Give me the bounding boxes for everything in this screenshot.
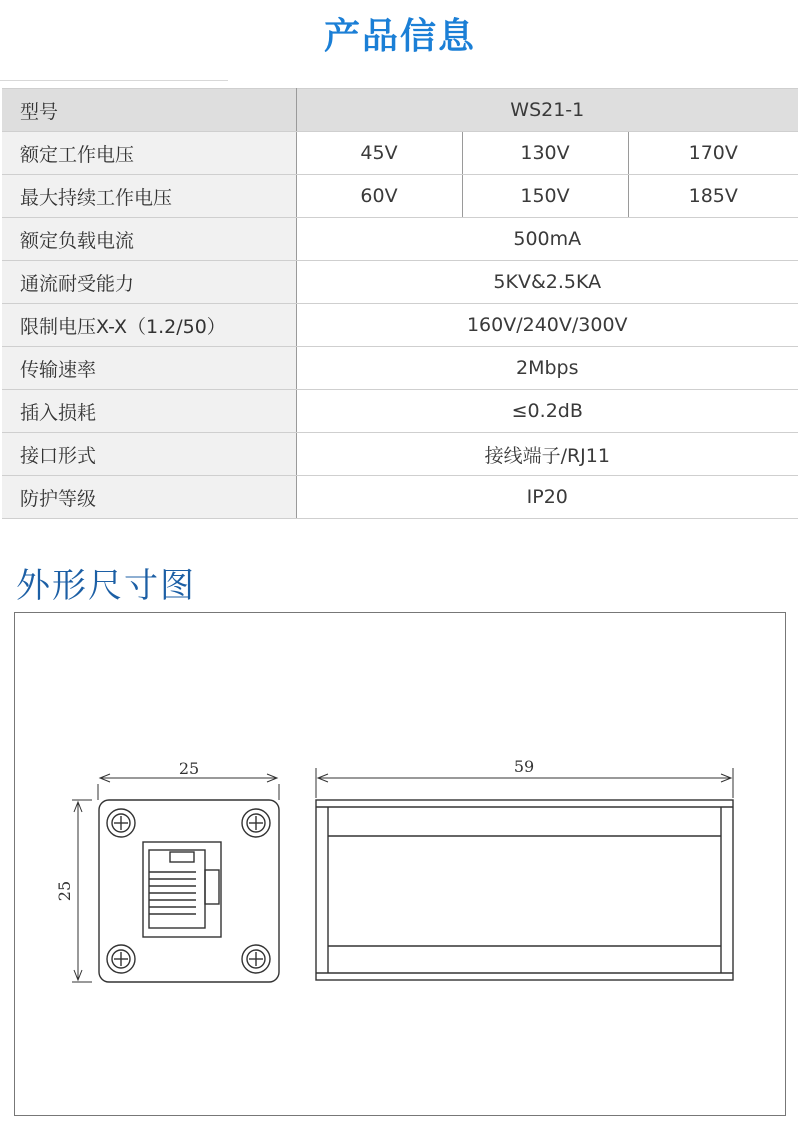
front-height-dimension: 25: [55, 880, 74, 902]
spec-value-protection: IP20: [296, 476, 798, 519]
spec-value-insertion-loss: ≤0.2dB: [296, 390, 798, 433]
page-title: 产品信息: [323, 16, 476, 57]
spec-value-max-voltage-2: 150V: [462, 175, 628, 218]
screw-icon: [242, 809, 270, 837]
spec-label-rated-current: 额定负载电流: [2, 218, 296, 261]
spec-value-rated-voltage-2: 130V: [462, 132, 628, 175]
spec-value-transfer-rate: 2Mbps: [296, 347, 798, 390]
spec-label-surge-capacity: 通流耐受能力: [2, 261, 296, 304]
dimension-section-title: 外形尺寸图: [16, 566, 196, 606]
spec-value-interface: 接线端子/RJ11: [296, 433, 798, 476]
spec-value-rated-current: 500mA: [296, 218, 798, 261]
side-view-outline: [316, 800, 733, 980]
rj11-jack-icon: [143, 842, 221, 937]
spec-value-surge-capacity: 5KV&2.5KA: [296, 261, 798, 304]
spec-label-rated-voltage: 额定工作电压: [2, 132, 296, 175]
spec-label-insertion-loss: 插入损耗: [2, 390, 296, 433]
spec-value-rated-voltage-1: 45V: [296, 132, 462, 175]
front-plate-outline: [99, 800, 279, 982]
spec-label-limit-voltage: 限制电压X-X（1.2/50）: [2, 304, 296, 347]
spec-value-model: WS21-1: [296, 89, 798, 132]
spec-value-limit-voltage: 160V/240V/300V: [296, 304, 798, 347]
spec-value-max-voltage-3: 185V: [628, 175, 798, 218]
front-width-dimension: 25: [178, 759, 200, 778]
spec-label-max-voltage: 最大持续工作电压: [2, 175, 296, 218]
spec-label-transfer-rate: 传输速率: [2, 347, 296, 390]
spec-label-model: 型号: [2, 89, 296, 132]
spec-label-interface: 接口形式: [2, 433, 296, 476]
spec-label-protection: 防护等级: [2, 476, 296, 519]
spec-value-rated-voltage-3: 170V: [628, 132, 798, 175]
screw-icon: [107, 945, 135, 973]
side-length-dimension: 59: [513, 757, 535, 776]
screw-icon: [107, 809, 135, 837]
spec-value-max-voltage-1: 60V: [296, 175, 462, 218]
screw-icon: [242, 945, 270, 973]
